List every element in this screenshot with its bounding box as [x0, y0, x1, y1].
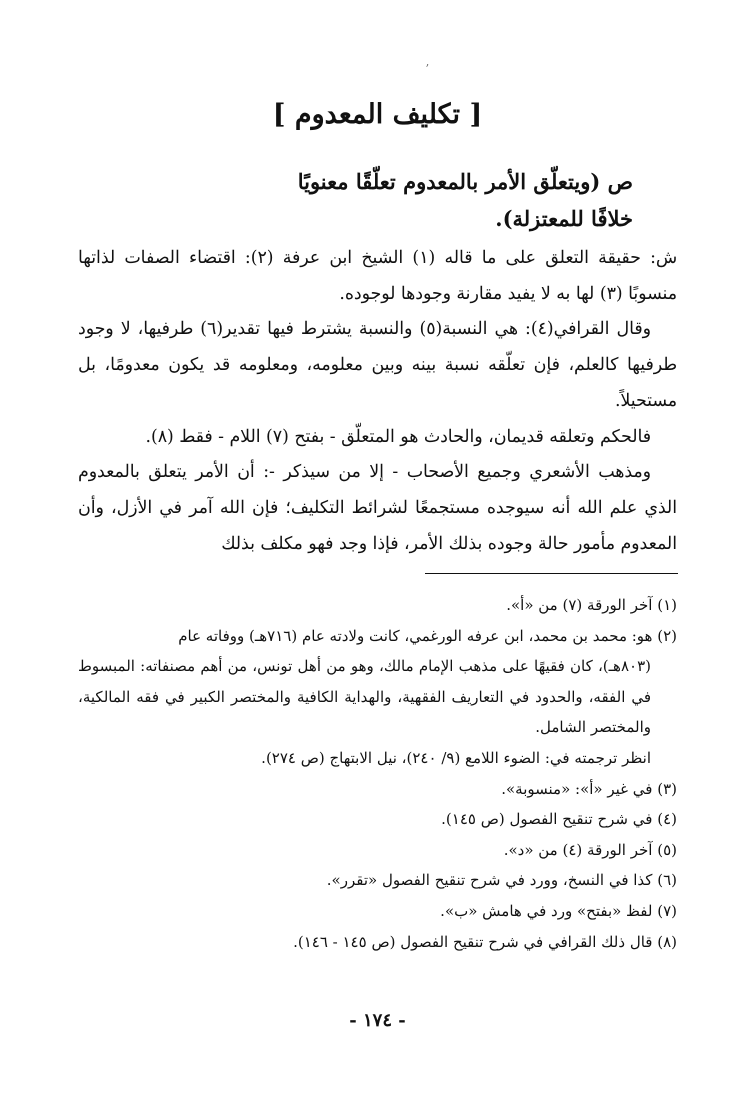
footnote-continuation: (٨٠٣هـ)، كان فقيهًا على مذهب الإمام مالك، وهو من أهل تونس، من أهم مصنفاته: المبسوط في الفقه، والحدود في التعاريف الفقهية، والهداية الكافية والمختصر الكبير في فقه المالكية، والمختصر الشامل. [78, 657, 651, 737]
sharh-paragraph: وقال القرافي(٤): هي النسبة(٥) والنسبة يشترط فيها تقدير(٦) طرفيها، لا وجود طرفيها كالعلم، فإن تعلّقه نسبة بينه وبين معلومه، ومعلومه قد يكون معدومًا، بل مستحيلاً. [78, 319, 677, 411]
matn-line-1: ص (ويتعلّق الأمر بالمعدوم تعلّقًا معنويًا [297, 169, 633, 194]
footnote: (٤) في شرح تنقيح الفصول (ص ١٤٥). [441, 810, 677, 829]
footnotes [78, 590, 677, 957]
sharh-paragraph: ومذهب الأشعري وجميع الأصحاب - إلا من سيذكر -: أن الأمر يتعلق بالمعدوم الذي علم الله أنه سيوجده مستجمعًا لشرائط التكليف؛ فإن الله آمر في الأزل، وأن المعدوم مأمور حالة وجوده بذلك الأمر، فإذا وجد فهو مكلف بذلك [78, 462, 677, 554]
footnote: (٢) هو: محمد بن محمد، ابن عرفه الورغمي، كانت ولادته عام (٧١٦هـ) ووفاته عام [178, 626, 677, 645]
sharh-paragraph: ش: حقيقة التعلق على ما قاله (١) الشيخ ابن عرفة (٢): اقتضاء الصفات لذاتها منسوبًا (٣) لها به لا يفيد مقارنة وجودها لوجوده. [78, 248, 677, 304]
footnote: (٥) آخر الورقة (٤) من «د». [503, 840, 677, 859]
sharh-text [78, 241, 677, 562]
page-number: - ١٧٤ - [349, 1010, 406, 1031]
matn-text [163, 163, 633, 237]
footnote: (٦) كذا في النسخ، وورد في شرح تنقيح الفصول «تقرر». [326, 871, 677, 890]
matn-line-2: خلافًا للمعتزلة). [495, 206, 633, 231]
footnote: (٨) قال ذلك القرافي في شرح تنقيح الفصول (ص ١٤٥ - ١٤٦). [293, 932, 677, 951]
footnote: (٣) في غير «أ»: «منسوبة». [501, 779, 677, 798]
footnote: (١) آخر الورقة (٧) من «أ». [506, 596, 677, 614]
footnote: (٧) لفظ «بفتح» ورد في هامش «ب». [440, 901, 677, 920]
scan-mark: ʼ [425, 62, 429, 76]
chapter-title: [ تكليف المعدوم ] [272, 99, 483, 130]
footnote-reference: انظر ترجمته في: الضوء اللامع (٩/ ٢٤٠)، نيل الابتهاج (ص ٢٧٤). [261, 748, 651, 767]
sharh-paragraph: فالحكم وتعلقه قديمان، والحادث هو المتعلّق - بفتح (٧) اللام - فقط (٨). [145, 426, 651, 447]
footnote-divider [425, 573, 678, 574]
